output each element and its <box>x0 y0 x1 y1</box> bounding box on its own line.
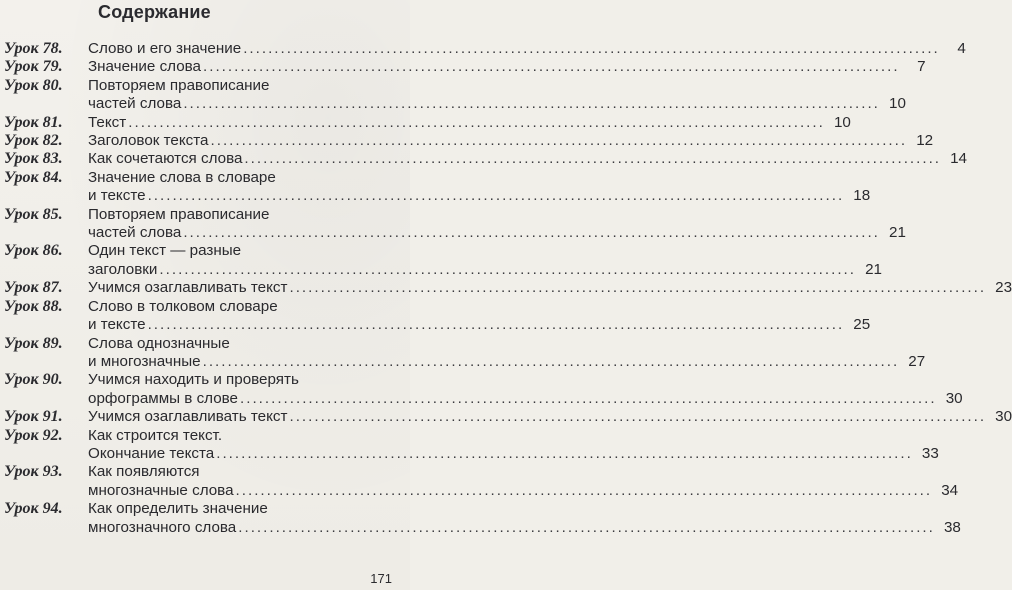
lesson-title <box>88 500 961 537</box>
lesson-label: Урок 94. <box>4 500 63 518</box>
lesson-title-line: Слова однозначные <box>88 334 230 352</box>
lesson-title-line: Повторяем правописание <box>88 205 270 223</box>
lesson-title-line: и многозначные <box>88 352 201 370</box>
lesson-title <box>88 427 939 464</box>
toc-entry <box>4 40 966 58</box>
lesson-label: Урок 89. <box>4 334 63 352</box>
lesson-label: Урок 86. <box>4 242 63 260</box>
page-ref: 18 <box>853 187 871 205</box>
lesson-title <box>88 132 933 150</box>
lesson-title <box>88 150 967 168</box>
toc-entry <box>4 408 1012 426</box>
lesson-title-line: Значение слова в словаре <box>88 168 276 186</box>
lesson-title-line: Как строится текст. <box>88 426 223 444</box>
lesson-title-line: Учимся озаглавливать текст <box>88 408 288 426</box>
lesson-title-line: Текст <box>88 113 127 131</box>
lesson-title-line: орфограммы в слове <box>88 389 238 407</box>
page-ref: 33 <box>921 444 939 462</box>
toc-entry <box>4 279 1012 297</box>
lesson-title-line: Как определить значение <box>88 500 268 518</box>
lesson-title <box>88 58 926 76</box>
dot-leader <box>244 150 941 168</box>
dot-leader <box>148 187 845 205</box>
page-ref: 23 <box>995 279 1012 297</box>
lesson-title <box>88 408 1012 426</box>
dot-leader <box>183 95 880 113</box>
lesson-title <box>88 114 851 132</box>
dot-leader <box>203 58 900 76</box>
toc-entry <box>4 113 851 132</box>
lesson-label: Урок 87. <box>4 279 63 297</box>
page-ref: 14 <box>950 150 968 168</box>
page-ref: 7 <box>917 58 926 76</box>
page-number: 171 <box>370 571 392 586</box>
lesson-label: Урок 80. <box>4 76 63 94</box>
page-ref: 21 <box>865 260 882 278</box>
page-ref: 27 <box>908 352 926 370</box>
dot-leader <box>216 445 913 463</box>
dot-leader <box>238 519 935 537</box>
lesson-title-line: Как появляются <box>88 463 200 481</box>
dot-leader <box>236 482 933 500</box>
page-title: Содержание <box>98 2 211 22</box>
lesson-title-line: заголовки <box>88 260 158 278</box>
toc-entry <box>4 500 961 537</box>
dot-leader <box>289 279 986 297</box>
page-ref: 34 <box>941 481 959 499</box>
page-ref: 4 <box>957 40 966 57</box>
lesson-title-line: частей слова <box>88 224 182 242</box>
lesson-title <box>88 77 906 114</box>
toc-entry <box>4 297 871 335</box>
toc-entry <box>4 76 906 114</box>
lesson-title <box>88 279 1012 297</box>
lesson-title <box>88 371 963 408</box>
toc-entry <box>4 132 934 150</box>
lesson-title <box>88 463 958 500</box>
lesson-label: Урок 91. <box>4 408 63 426</box>
page-ref: 25 <box>853 316 871 334</box>
lesson-title <box>88 298 870 335</box>
lesson-label: Урок 85. <box>4 205 63 223</box>
page-ref: 12 <box>916 132 934 150</box>
lesson-label: Урок 78. <box>4 40 63 57</box>
lesson-title-line: Окончание текста <box>88 444 215 462</box>
dot-leader <box>128 114 825 132</box>
lesson-label: Урок 79. <box>4 58 63 76</box>
toc-entry <box>4 463 959 500</box>
lesson-title <box>88 335 925 372</box>
lesson-title-line: Один текст — разные <box>88 242 242 260</box>
page-ref: 30 <box>995 408 1012 426</box>
lesson-title-line: и тексте <box>88 316 146 334</box>
dot-leader <box>211 132 908 150</box>
page-ref: 10 <box>833 113 851 131</box>
lesson-label: Урок 93. <box>4 463 63 481</box>
lesson-title-line: Учимся находить и проверять <box>88 371 299 389</box>
table-of-contents <box>4 40 1012 537</box>
lesson-label: Урок 83. <box>4 150 63 168</box>
toc-entry <box>4 150 968 168</box>
dot-leader <box>183 224 880 242</box>
lesson-label: Урок 88. <box>4 297 63 315</box>
dot-leader <box>243 40 940 58</box>
lesson-title-line: Заголовок текста <box>88 132 209 150</box>
lesson-title <box>88 169 870 206</box>
lesson-label: Урок 82. <box>4 132 63 150</box>
lesson-title <box>88 40 966 58</box>
lesson-title-line: Повторяем правописание <box>88 76 270 94</box>
lesson-title-line: и тексте <box>88 187 146 205</box>
page-ref: 21 <box>889 224 906 242</box>
page-ref: 38 <box>943 518 961 536</box>
lesson-title <box>88 242 882 279</box>
toc-entry <box>4 426 939 464</box>
lesson-title-line: Значение слова <box>88 58 201 76</box>
toc-entry <box>4 334 926 372</box>
lesson-title <box>88 206 906 243</box>
dot-leader <box>203 353 900 371</box>
dot-leader <box>148 316 845 334</box>
lesson-title-line: Слово в толковом словаре <box>88 297 278 315</box>
lesson-title-line: Учимся озаглавливать текст <box>88 279 288 297</box>
lesson-title-line: Как сочетаются слова <box>88 150 243 168</box>
page-ref: 30 <box>945 389 963 407</box>
dot-leader <box>159 261 856 279</box>
toc-entry <box>4 168 871 206</box>
toc-entry <box>4 371 963 408</box>
dot-leader <box>240 390 937 408</box>
lesson-label: Урок 92. <box>4 426 63 444</box>
toc-entry <box>4 58 926 76</box>
lesson-label: Урок 90. <box>4 371 63 389</box>
lesson-title-line: многозначного слова <box>88 518 237 536</box>
lesson-label: Урок 81. <box>4 113 63 131</box>
page-ref: 10 <box>889 95 906 113</box>
dot-leader <box>289 408 986 426</box>
lesson-title-line: Слово и его значение <box>88 40 242 57</box>
toc-entry <box>4 205 906 243</box>
toc-entry <box>4 242 882 279</box>
lesson-label: Урок 84. <box>4 168 63 186</box>
lesson-title-line: частей слова <box>88 95 182 113</box>
lesson-title-line: многозначные слова <box>88 481 234 499</box>
